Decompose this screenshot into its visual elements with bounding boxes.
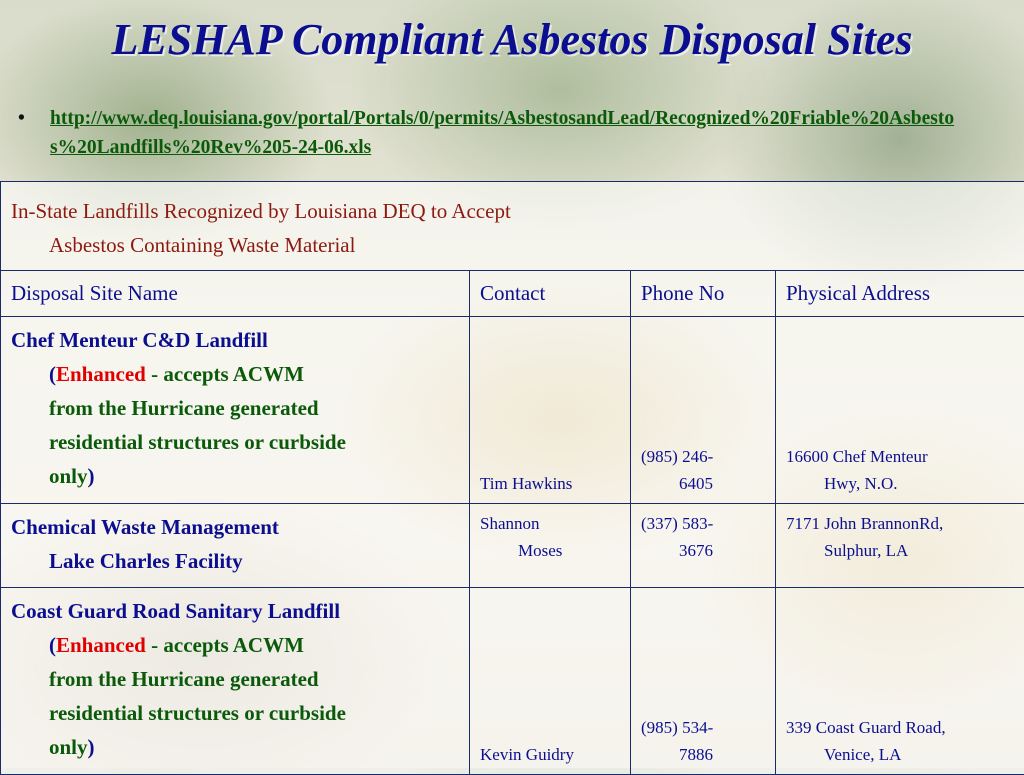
disposal-sites-table [0,181,1024,775]
close-paren: ) [88,735,95,759]
note-text-2: from the Hurricane generated [11,391,459,425]
address-line-2: Venice, LA [786,741,1014,768]
note-text-4: only [49,464,88,488]
phone-cell [631,504,776,588]
caption-line-1: In-State Landfills Recognized by Louisiana DEQ to Accept [11,199,511,223]
header-disposal-site-name: Disposal Site Name [1,271,470,317]
note-text-4-wrap [11,730,459,764]
site-name: Chemical Waste Management [11,515,279,539]
phone-line-1: (985) 534- [641,718,713,737]
note-text-4: only [49,735,88,759]
table-row [1,504,1024,588]
site-name-line-2: Lake Charles Facility [11,544,459,578]
phone-cell [631,317,776,504]
phone-cell [631,588,776,775]
contact-name: Kevin Guidry [480,745,574,764]
contact-name-line-2: Moses [480,537,620,564]
site-name: Coast Guard Road Sanitary Landfill [11,599,340,623]
site-name: Chef Menteur C&D Landfill [11,328,268,352]
note-text-1: - accepts ACWM [146,633,304,657]
site-note [11,357,459,391]
table-header-row [1,271,1024,317]
deq-spreadsheet-link[interactable]: http://www.deq.louisiana.gov/portal/Portals/0/permits/AsbestosandLead/Recognized%20Friable%20Asbestos%20Landfills%20Rev%205-24-06.xls [50,104,968,162]
table-caption-row [1,182,1024,271]
table-row [1,317,1024,504]
note-text-2: from the Hurricane generated [11,662,459,696]
header-contact: Contact [470,271,631,317]
note-text-3: residential structures or curbside [11,425,459,459]
address-line-2: Hwy, N.O. [786,470,1014,497]
enhanced-label: Enhanced [56,633,146,657]
address-line-1: 7171 John BrannonRd, [786,514,943,533]
note-text-1: - accepts ACWM [146,362,304,386]
phone-line-1: (985) 246- [641,447,713,466]
phone-line-2: 6405 [641,470,765,497]
site-name-cell [1,317,470,504]
header-phone-no: Phone No [631,271,776,317]
address-line-1: 16600 Chef Menteur [786,447,928,466]
contact-name: Tim Hawkins [480,474,572,493]
table-caption [1,182,1024,271]
close-paren: ) [88,464,95,488]
caption-line-2: Asbestos Containing Waste Material [11,228,1014,262]
open-paren: ( [49,633,56,657]
link-bullet-item [18,104,968,162]
site-note [11,628,459,662]
table-row [1,588,1024,775]
phone-line-2: 3676 [641,537,765,564]
site-name-cell [1,504,470,588]
contact-cell [470,504,631,588]
header-physical-address: Physical Address [776,271,1024,317]
phone-line-2: 7886 [641,741,765,768]
note-text-4-wrap [11,459,459,493]
open-paren: ( [49,362,56,386]
address-line-2: Sulphur, LA [786,537,1014,564]
contact-cell [470,317,631,504]
address-line-1: 339 Coast Guard Road, [786,718,946,737]
enhanced-label: Enhanced [56,362,146,386]
phone-line-1: (337) 583- [641,514,713,533]
address-cell [776,588,1024,775]
site-name-cell [1,588,470,775]
bullet-icon: • [18,104,50,162]
contact-name: Shannon [480,514,540,533]
address-cell [776,317,1024,504]
note-text-3: residential structures or curbside [11,696,459,730]
address-cell [776,504,1024,588]
contact-cell [470,588,631,775]
slide-title: LESHAP Compliant Asbestos Disposal Sites [0,14,1024,65]
